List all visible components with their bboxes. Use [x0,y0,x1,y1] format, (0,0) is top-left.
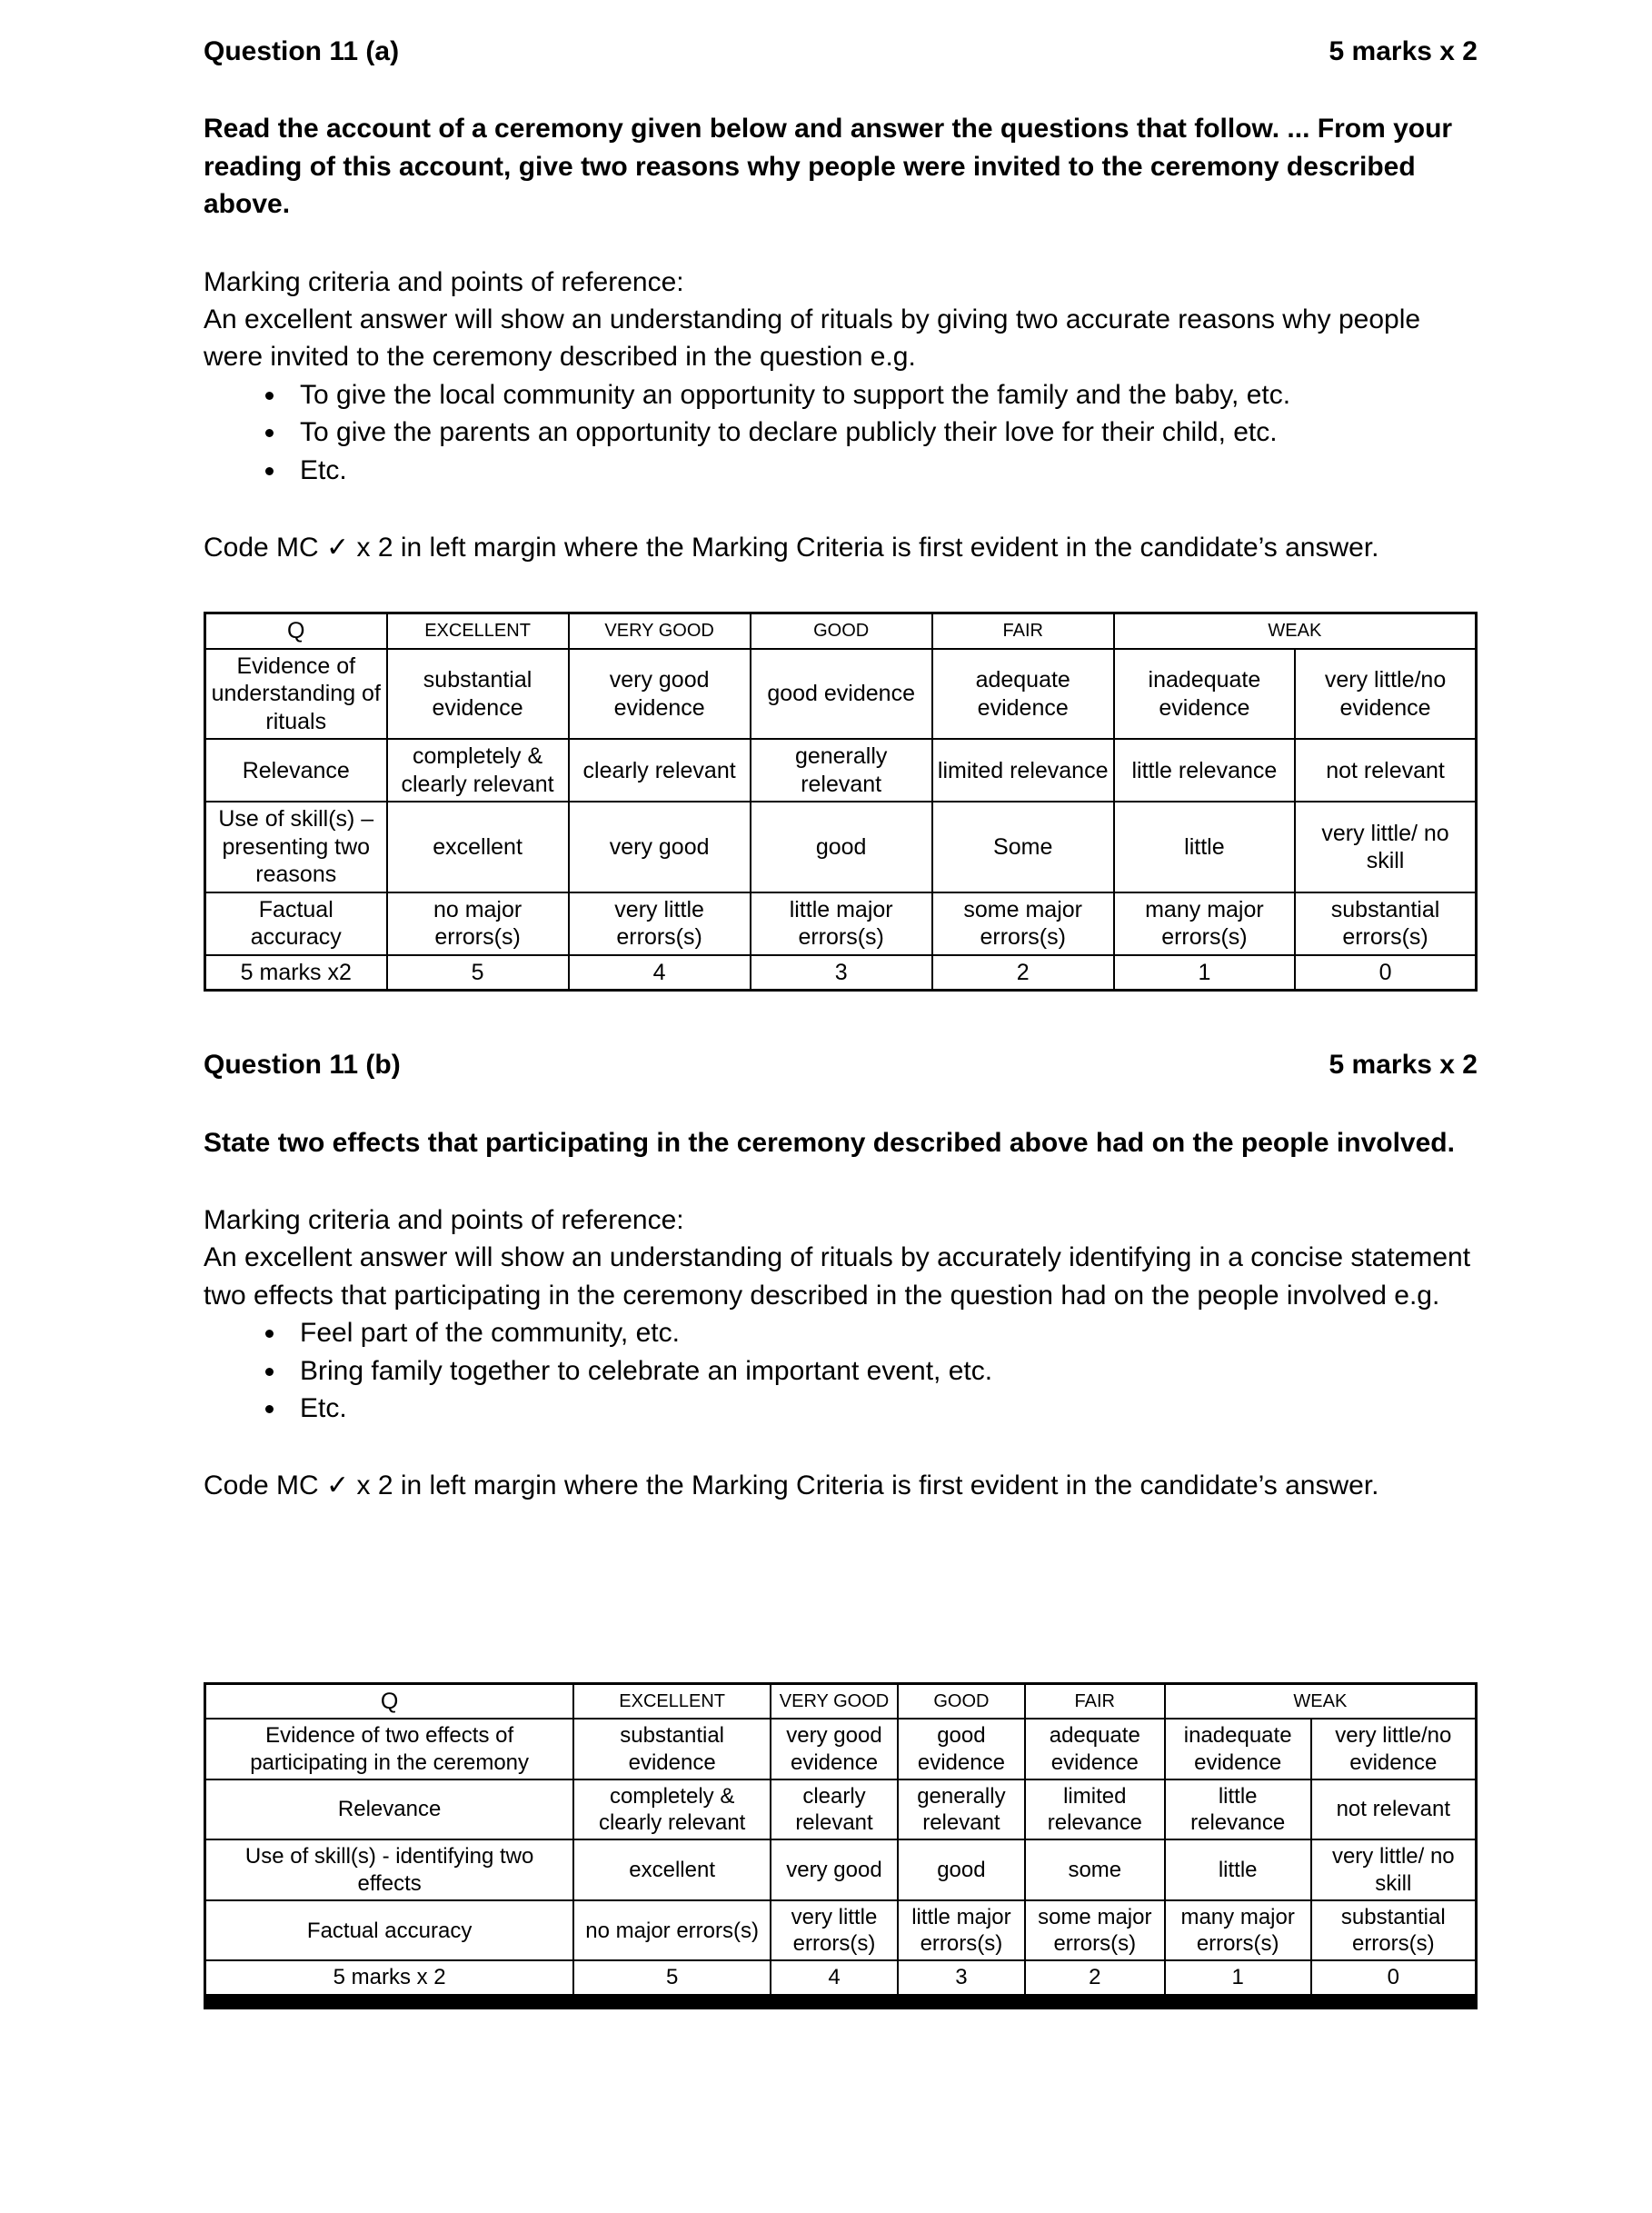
table-cell: generally relevant [898,1779,1025,1840]
table-cell: Some [932,802,1114,892]
table-cell: little relevance [1114,739,1295,802]
criteria-text: An excellent answer will show an understanding of rituals by giving two accurate reasons why people were invited to the ceremony described in the question e.g. [204,304,1421,373]
table-cell: 0 [1311,1960,1477,1995]
table-cell: inadequate evidence [1114,649,1295,740]
table-cell: 1 [1165,1960,1311,1995]
marking-criteria-block [204,264,1478,489]
criteria-label: Marking criteria and points of reference: [204,266,684,297]
table-cell: very little errors(s) [771,1900,898,1961]
table-cell: very good [569,802,751,892]
marks-label: 5 marks x 2 [1329,1050,1478,1081]
table-cell: very good evidence [569,649,751,740]
column-header: EXCELLENT [387,613,569,649]
table-cell: clearly relevant [771,1779,898,1840]
question-heading: Question 11 (a) [204,36,400,66]
section-b-header [204,1046,1478,1083]
table-cell: many major errors(s) [1165,1900,1311,1961]
table-cell: excellent [387,802,569,892]
table-cell: substantial evidence [573,1719,771,1779]
table-cell: little major errors(s) [751,892,932,955]
table-cell: very little/no evidence [1311,1719,1477,1779]
table-cell: clearly relevant [569,739,751,802]
table-cell: 4 [569,955,751,991]
column-header: GOOD [751,613,932,649]
table-cell: good [751,802,932,892]
table-cell: 3 [751,955,932,991]
table-cell: good [898,1839,1025,1900]
table-cell: limited relevance [932,739,1114,802]
table-cell: very little/ no skill [1311,1839,1477,1900]
table-cell: 4 [771,1960,898,1995]
table-cell: some [1025,1839,1165,1900]
table-row [205,1839,1477,1900]
table-cell: 3 [898,1960,1025,1995]
criterion-label: Factual accuracy [205,1900,574,1961]
rubric-table-b [204,1682,1478,1997]
column-header: VERY GOOD [771,1683,898,1719]
rubric-table-a [204,612,1478,992]
marking-criteria-block [204,1201,1478,1427]
column-header: WEAK [1165,1683,1477,1719]
table-cell: very good [771,1839,898,1900]
column-header: EXCELLENT [573,1683,771,1719]
criterion-label: 5 marks x 2 [205,1960,574,1995]
criterion-label: Use of skill(s) – presenting two reasons [205,802,387,892]
table-cell: completely & clearly relevant [573,1779,771,1840]
table-cell: adequate evidence [1025,1719,1165,1779]
column-header: Q [205,613,387,649]
criterion-label: Factual accuracy [205,892,387,955]
table-cell: generally relevant [751,739,932,802]
table-cell: little major errors(s) [898,1900,1025,1961]
table-cell: not relevant [1311,1779,1477,1840]
table-cell: substantial errors(s) [1311,1900,1477,1961]
column-header: WEAK [1114,613,1477,649]
criteria-bullet-list [204,376,1478,489]
table-cell: good evidence [751,649,932,740]
table-row [205,1900,1477,1961]
bullet-item: • Etc. [287,452,1478,489]
table-cell: adequate evidence [932,649,1114,740]
table-cell: excellent [573,1839,771,1900]
criterion-label: Evidence of two effects of participating in the ceremony [205,1719,574,1779]
table-cell: limited relevance [1025,1779,1165,1840]
table-cell: good evidence [898,1719,1025,1779]
column-header: FAIR [932,613,1114,649]
table-cell: many major errors(s) [1114,892,1295,955]
table-cell: some major errors(s) [1025,1900,1165,1961]
question-prompt: State two effects that participating in the ceremony described above had on the people involved. [204,1127,1455,1158]
table-row [205,1779,1477,1840]
table-cell: very little errors(s) [569,892,751,955]
table-cell: little [1114,802,1295,892]
table-cell: very good evidence [771,1719,898,1779]
bullet-item: • Etc. [287,1390,1478,1427]
table-cell: no major errors(s) [387,892,569,955]
table-cell: completely & clearly relevant [387,739,569,802]
table-row [205,955,1477,991]
table-cell: not relevant [1295,739,1476,802]
criterion-label: Evidence of understanding of rituals [205,649,387,740]
column-header: VERY GOOD [569,613,751,649]
question-prompt: Read the account of a ceremony given below and answer the questions that follow. ... From your reading of this account, give two reasons why people were invited to the ceremony described above. [204,114,1453,220]
criteria-bullet-list [204,1314,1478,1427]
table-row [205,892,1477,955]
table-cell: 2 [932,955,1114,991]
table-cell: 0 [1295,955,1476,991]
bullet-item: • To give the local community an opportunity to support the family and the baby, etc. [287,376,1478,414]
table-cell: little [1165,1839,1311,1900]
table-row [205,1960,1477,1995]
criteria-text: An excellent answer will show an understanding of rituals by accurately identifying in a concise statement two effects that participating in the ceremony described in the question had on the people involved e.g. [204,1242,1471,1311]
table-cell: 2 [1025,1960,1165,1995]
column-header: GOOD [898,1683,1025,1719]
table-cell: some major errors(s) [932,892,1114,955]
table-cell: 5 [387,955,569,991]
table-cell: little relevance [1165,1779,1311,1840]
table-cell: 1 [1114,955,1295,991]
question-heading: Question 11 (b) [204,1050,401,1081]
criterion-label: Relevance [205,1779,574,1840]
criteria-label: Marking criteria and points of reference: [204,1205,684,1236]
column-header: Q [205,1683,574,1719]
table-cell: no major errors(s) [573,1900,771,1961]
table-cell: substantial errors(s) [1295,892,1476,955]
bullet-item: • Feel part of the community, etc. [287,1314,1478,1351]
section-a-header [204,33,1478,70]
table-row [205,1719,1477,1779]
table-cell: very little/no evidence [1295,649,1476,740]
code-note: Code MC ✓ x 2 in left margin where the Marking Criteria is first evident in the candidate’s answer. [204,1470,1379,1501]
table-header-row [205,1683,1477,1719]
table-cell: 5 [573,1960,771,1995]
bullet-item: • To give the parents an opportunity to declare publicly their love for their child, etc. [287,414,1478,451]
criterion-label: 5 marks x2 [205,955,387,991]
table-bottom-cutoff-bar [204,1997,1478,2009]
table-cell: inadequate evidence [1165,1719,1311,1779]
criterion-label: Use of skill(s) - identifying two effects [205,1839,574,1900]
table-cell: substantial evidence [387,649,569,740]
column-header: FAIR [1025,1683,1165,1719]
criterion-label: Relevance [205,739,387,802]
table-cell: very little/ no skill [1295,802,1476,892]
table-row [205,649,1477,740]
code-note: Code MC ✓ x 2 in left margin where the Marking Criteria is first evident in the candidate’s answer. [204,532,1379,563]
table-header-row [205,613,1477,649]
marks-label: 5 marks x 2 [1329,36,1478,66]
bullet-item: • Bring family together to celebrate an important event, etc. [287,1352,1478,1390]
table-row [205,739,1477,802]
table-row [205,802,1477,892]
